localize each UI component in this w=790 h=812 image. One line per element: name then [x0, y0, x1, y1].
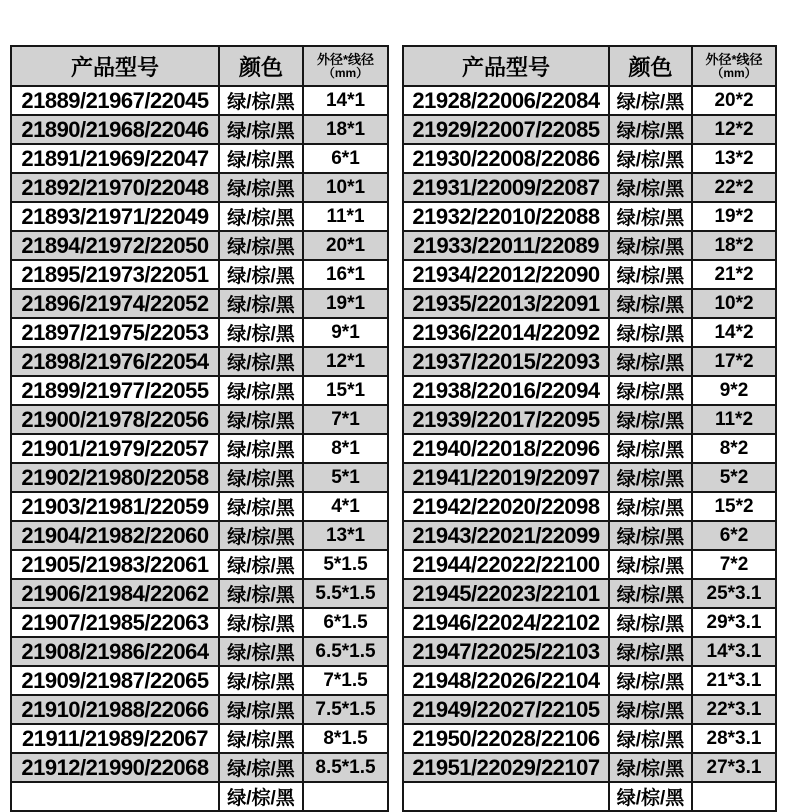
model-cell: 21942/22020/22098 [403, 492, 609, 521]
spec-cell: 8*1 [303, 434, 388, 463]
table-row [403, 666, 776, 695]
color-cell: 绿/棕/黑 [609, 144, 692, 173]
column-header-spec-title: 外径*线径 [705, 51, 763, 67]
column-header-spec [303, 46, 388, 86]
color-cell: 绿/棕/黑 [219, 115, 303, 144]
model-cell: 21905/21983/22061 [11, 550, 219, 579]
column-header-spec [692, 46, 776, 86]
table-row [11, 86, 388, 115]
model-cell: 21889/21967/22045 [11, 86, 219, 115]
color-cell: 绿/棕/黑 [219, 550, 303, 579]
table-body-right [403, 86, 776, 811]
table-row [403, 579, 776, 608]
spec-cell: 12*2 [692, 115, 776, 144]
color-cell: 绿/棕/黑 [219, 521, 303, 550]
table-row [403, 260, 776, 289]
model-cell: 21934/22012/22090 [403, 260, 609, 289]
model-cell: 21938/22016/22094 [403, 376, 609, 405]
table-row [403, 637, 776, 666]
column-header-color: 颜色 [609, 46, 692, 86]
model-cell: 21911/21989/22067 [11, 724, 219, 753]
table-row [403, 347, 776, 376]
table-body-left [11, 86, 388, 811]
color-cell: 绿/棕/黑 [219, 492, 303, 521]
color-cell: 绿/棕/黑 [609, 724, 692, 753]
spec-cell: 7*1.5 [303, 666, 388, 695]
table-row [11, 463, 388, 492]
table-row [11, 434, 388, 463]
spec-cell: 10*2 [692, 289, 776, 318]
table-row [403, 695, 776, 724]
table-row [11, 318, 388, 347]
header-row [11, 46, 388, 86]
table-row [11, 115, 388, 144]
model-cell: 21903/21981/22059 [11, 492, 219, 521]
spec-cell: 6*2 [692, 521, 776, 550]
model-cell: 21898/21976/22054 [11, 347, 219, 376]
model-cell: 21929/22007/22085 [403, 115, 609, 144]
spec-cell: 18*2 [692, 231, 776, 260]
model-cell [11, 782, 219, 811]
model-cell: 21933/22011/22089 [403, 231, 609, 260]
table-row [11, 144, 388, 173]
color-cell: 绿/棕/黑 [219, 231, 303, 260]
color-cell: 绿/棕/黑 [219, 405, 303, 434]
color-cell: 绿/棕/黑 [609, 376, 692, 405]
spec-cell: 8*1.5 [303, 724, 388, 753]
spec-cell [303, 782, 388, 811]
spec-cell: 11*1 [303, 202, 388, 231]
table-row [11, 666, 388, 695]
table-row [403, 434, 776, 463]
model-cell: 21906/21984/22062 [11, 579, 219, 608]
color-cell: 绿/棕/黑 [219, 289, 303, 318]
spec-cell: 28*3.1 [692, 724, 776, 753]
spec-cell: 19*1 [303, 289, 388, 318]
color-cell: 绿/棕/黑 [219, 434, 303, 463]
color-cell: 绿/棕/黑 [219, 637, 303, 666]
spec-cell: 27*3.1 [692, 753, 776, 782]
spec-cell: 5*1 [303, 463, 388, 492]
model-cell: 21893/21971/22049 [11, 202, 219, 231]
table-row [403, 608, 776, 637]
color-cell: 绿/棕/黑 [609, 782, 692, 811]
column-header-model: 产品型号 [403, 46, 609, 86]
table-row [11, 289, 388, 318]
spec-cell: 7*1 [303, 405, 388, 434]
spec-cell: 13*1 [303, 521, 388, 550]
table-row [11, 202, 388, 231]
table-row [403, 376, 776, 405]
spec-cell: 22*3.1 [692, 695, 776, 724]
spec-table-left [10, 45, 389, 812]
spec-cell: 7.5*1.5 [303, 695, 388, 724]
model-cell: 21940/22018/22096 [403, 434, 609, 463]
color-cell: 绿/棕/黑 [219, 202, 303, 231]
table-row [403, 753, 776, 782]
spec-cell: 17*2 [692, 347, 776, 376]
model-cell: 21944/22022/22100 [403, 550, 609, 579]
spec-cell: 16*1 [303, 260, 388, 289]
color-cell: 绿/棕/黑 [609, 521, 692, 550]
color-cell: 绿/棕/黑 [609, 86, 692, 115]
model-cell: 21896/21974/22052 [11, 289, 219, 318]
color-cell: 绿/棕/黑 [609, 231, 692, 260]
spec-cell: 12*1 [303, 347, 388, 376]
table-row [11, 173, 388, 202]
color-cell: 绿/棕/黑 [609, 637, 692, 666]
color-cell: 绿/棕/黑 [609, 463, 692, 492]
table-row [11, 347, 388, 376]
spec-cell: 19*2 [692, 202, 776, 231]
model-cell: 21945/22023/22101 [403, 579, 609, 608]
color-cell: 绿/棕/黑 [609, 318, 692, 347]
spec-cell: 14*2 [692, 318, 776, 347]
spec-cell: 5*1.5 [303, 550, 388, 579]
model-cell: 21930/22008/22086 [403, 144, 609, 173]
model-cell: 21890/21968/22046 [11, 115, 219, 144]
color-cell: 绿/棕/黑 [219, 579, 303, 608]
color-cell: 绿/棕/黑 [219, 318, 303, 347]
table-row [403, 724, 776, 753]
column-header-spec-unit: （mm） [711, 65, 757, 80]
spec-cell: 7*2 [692, 550, 776, 579]
color-cell: 绿/棕/黑 [219, 463, 303, 492]
model-cell: 21910/21988/22066 [11, 695, 219, 724]
color-cell: 绿/棕/黑 [609, 434, 692, 463]
spec-cell: 9*2 [692, 376, 776, 405]
spec-cell: 5.5*1.5 [303, 579, 388, 608]
model-cell: 21907/21985/22063 [11, 608, 219, 637]
table-row [403, 492, 776, 521]
model-cell: 21902/21980/22058 [11, 463, 219, 492]
color-cell: 绿/棕/黑 [219, 260, 303, 289]
table-row [403, 318, 776, 347]
spec-cell: 20*1 [303, 231, 388, 260]
spec-cell: 21*3.1 [692, 666, 776, 695]
color-cell: 绿/棕/黑 [219, 753, 303, 782]
table-row [403, 521, 776, 550]
header-row [403, 46, 776, 86]
color-cell: 绿/棕/黑 [219, 376, 303, 405]
model-cell: 21892/21970/22048 [11, 173, 219, 202]
spec-cell: 14*1 [303, 86, 388, 115]
color-cell: 绿/棕/黑 [609, 289, 692, 318]
table-row [11, 376, 388, 405]
table-row [11, 260, 388, 289]
spec-table-right [402, 45, 777, 812]
table-row [403, 115, 776, 144]
color-cell: 绿/棕/黑 [609, 695, 692, 724]
model-cell: 21948/22026/22104 [403, 666, 609, 695]
color-cell: 绿/棕/黑 [609, 405, 692, 434]
spec-cell: 25*3.1 [692, 579, 776, 608]
spec-cell: 14*3.1 [692, 637, 776, 666]
model-cell: 21946/22024/22102 [403, 608, 609, 637]
table-row [11, 608, 388, 637]
table-row [403, 173, 776, 202]
spec-cell: 8*2 [692, 434, 776, 463]
model-cell: 21951/22029/22107 [403, 753, 609, 782]
model-cell: 21900/21978/22056 [11, 405, 219, 434]
table-row [403, 405, 776, 434]
model-cell: 21897/21975/22053 [11, 318, 219, 347]
model-cell: 21894/21972/22050 [11, 231, 219, 260]
color-cell: 绿/棕/黑 [219, 86, 303, 115]
table-row [403, 231, 776, 260]
table-row [403, 202, 776, 231]
spec-cell: 8.5*1.5 [303, 753, 388, 782]
table-row [11, 521, 388, 550]
model-cell: 21943/22021/22099 [403, 521, 609, 550]
spec-cell: 29*3.1 [692, 608, 776, 637]
color-cell: 绿/棕/黑 [219, 695, 303, 724]
spec-cell: 6.5*1.5 [303, 637, 388, 666]
table-row [403, 463, 776, 492]
color-cell: 绿/棕/黑 [609, 608, 692, 637]
color-cell: 绿/棕/黑 [609, 550, 692, 579]
spec-cell: 10*1 [303, 173, 388, 202]
color-cell: 绿/棕/黑 [219, 173, 303, 202]
spec-cell: 6*1 [303, 144, 388, 173]
color-cell: 绿/棕/黑 [609, 666, 692, 695]
table-row [11, 231, 388, 260]
spec-cell: 18*1 [303, 115, 388, 144]
color-cell: 绿/棕/黑 [219, 666, 303, 695]
model-cell: 21901/21979/22057 [11, 434, 219, 463]
spec-cell: 15*2 [692, 492, 776, 521]
table-row [11, 405, 388, 434]
model-cell: 21949/22027/22105 [403, 695, 609, 724]
column-header-model: 产品型号 [11, 46, 219, 86]
table-row [11, 782, 388, 811]
color-cell: 绿/棕/黑 [219, 347, 303, 376]
column-header-spec-title: 外径*线径 [316, 51, 375, 67]
color-cell: 绿/棕/黑 [609, 579, 692, 608]
color-cell: 绿/棕/黑 [609, 173, 692, 202]
color-cell: 绿/棕/黑 [219, 782, 303, 811]
color-cell: 绿/棕/黑 [219, 608, 303, 637]
table-row [11, 579, 388, 608]
model-cell: 21935/22013/22091 [403, 289, 609, 318]
model-cell: 21931/22009/22087 [403, 173, 609, 202]
model-cell: 21891/21969/22047 [11, 144, 219, 173]
table-row [11, 550, 388, 579]
color-cell: 绿/棕/黑 [609, 347, 692, 376]
table-row [11, 753, 388, 782]
table-row [11, 724, 388, 753]
model-cell [403, 782, 609, 811]
model-cell: 21950/22028/22106 [403, 724, 609, 753]
table-row [403, 550, 776, 579]
model-cell: 21947/22025/22103 [403, 637, 609, 666]
model-cell: 21928/22006/22084 [403, 86, 609, 115]
column-header-color: 颜色 [219, 46, 303, 86]
table-row [403, 144, 776, 173]
table-row [403, 86, 776, 115]
model-cell: 21899/21977/22055 [11, 376, 219, 405]
color-cell: 绿/棕/黑 [609, 753, 692, 782]
model-cell: 21941/22019/22097 [403, 463, 609, 492]
spec-cell: 11*2 [692, 405, 776, 434]
column-header-spec-unit: （mm） [322, 65, 369, 80]
table-row [11, 637, 388, 666]
color-cell: 绿/棕/黑 [609, 202, 692, 231]
spec-cell: 6*1.5 [303, 608, 388, 637]
model-cell: 21909/21987/22065 [11, 666, 219, 695]
table-row [11, 695, 388, 724]
spec-cell: 20*2 [692, 86, 776, 115]
model-cell: 21912/21990/22068 [11, 753, 219, 782]
spec-cell: 4*1 [303, 492, 388, 521]
color-cell: 绿/棕/黑 [609, 115, 692, 144]
table-row [403, 289, 776, 318]
model-cell: 21908/21986/22064 [11, 637, 219, 666]
model-cell: 21939/22017/22095 [403, 405, 609, 434]
color-cell: 绿/棕/黑 [219, 724, 303, 753]
model-cell: 21904/21982/22060 [11, 521, 219, 550]
color-cell: 绿/棕/黑 [609, 260, 692, 289]
spec-cell: 15*1 [303, 376, 388, 405]
model-cell: 21936/22014/22092 [403, 318, 609, 347]
model-cell: 21895/21973/22051 [11, 260, 219, 289]
table-row [11, 492, 388, 521]
table-row [403, 782, 776, 811]
spec-cell: 5*2 [692, 463, 776, 492]
color-cell: 绿/棕/黑 [219, 144, 303, 173]
spec-cell: 13*2 [692, 144, 776, 173]
spec-cell: 9*1 [303, 318, 388, 347]
model-cell: 21932/22010/22088 [403, 202, 609, 231]
spec-cell: 21*2 [692, 260, 776, 289]
spec-cell: 22*2 [692, 173, 776, 202]
color-cell: 绿/棕/黑 [609, 492, 692, 521]
spec-cell [692, 782, 776, 811]
model-cell: 21937/22015/22093 [403, 347, 609, 376]
